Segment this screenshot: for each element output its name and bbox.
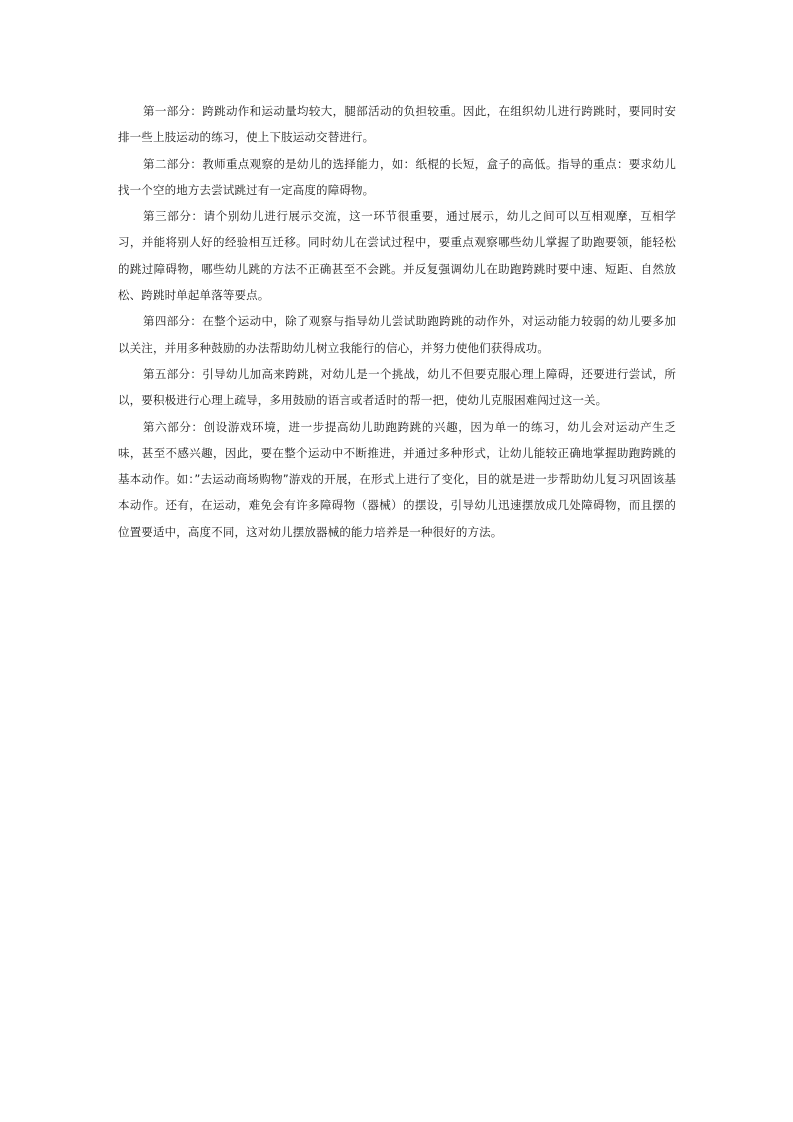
paragraph-part-3: 第三部分：请个别幼儿进行展示交流，这一环节很重要，通过展示，幼儿之间可以互相观摩，互相学习，并能将别人好的经验相互迁移。同时幼儿在尝试过程中，要重点观察哪些幼儿掌握了助跑要领，能轻松的跳过障碍物，哪些幼儿跳的方法不正确甚至不会跳。并反复强调幼儿在助跑跨跳时要中速、短距、自然放松、跨跳时单起单落等要点。 [118, 209, 676, 303]
paragraph-part-5: 第五部分：引导幼儿加高来跨跳，对幼儿是一个挑战，幼儿不但要克服心理上障碍，还要进行尝试，所以，要积极进行心理上疏导，多用鼓励的语言或者适时的帮一把，使幼儿克服困难闯过这一关。 [118, 366, 676, 408]
paragraph-part-2: 第二部分：教师重点观察的是幼儿的选择能力，如：纸棍的长短，盒子的高低。指导的重点：要求幼儿找一个空的地方去尝试跳过有一定高度的障碍物。 [118, 156, 676, 197]
document-body [118, 98, 676, 545]
paragraph-part-6: 第六部分：创设游戏环境，进一步提高幼儿助跑跨跳的兴趣，因为单一的练习，幼儿会对运动产生乏味，甚至不感兴趣，因此，要在整个运动中不断推进，并通过多种形式，让幼儿能较正确地掌握助跑跨跳的基本动作。如：”去运动商场购物”游戏的开展，在形式上进行了变化，目的就是进一步帮助幼儿复习巩固该基本动作。还有，在运动，难免会有许多障碍物（器械）的摆设，引导幼儿迅速摆放成几处障碍物，而且摆的位置要适中，高度不同，这对幼儿摆放器械的能力培养是一种很好的方法。 [118, 419, 676, 539]
paragraph-part-4: 第四部分：在整个运动中，除了观察与指导幼儿尝试助跑跨跳的动作外，对运动能力较弱的幼儿要多加以关注，并用多种鼓励的办法帮助幼儿树立我能行的信心，并努力使他们获得成功。 [118, 314, 676, 355]
paragraph-part-1: 第一部分：跨跳动作和运动量均较大，腿部活动的负担较重。因此，在组织幼儿进行跨跳时，要同时安排一些上肢运动的练习，使上下肢运动交替进行。 [118, 104, 676, 145]
